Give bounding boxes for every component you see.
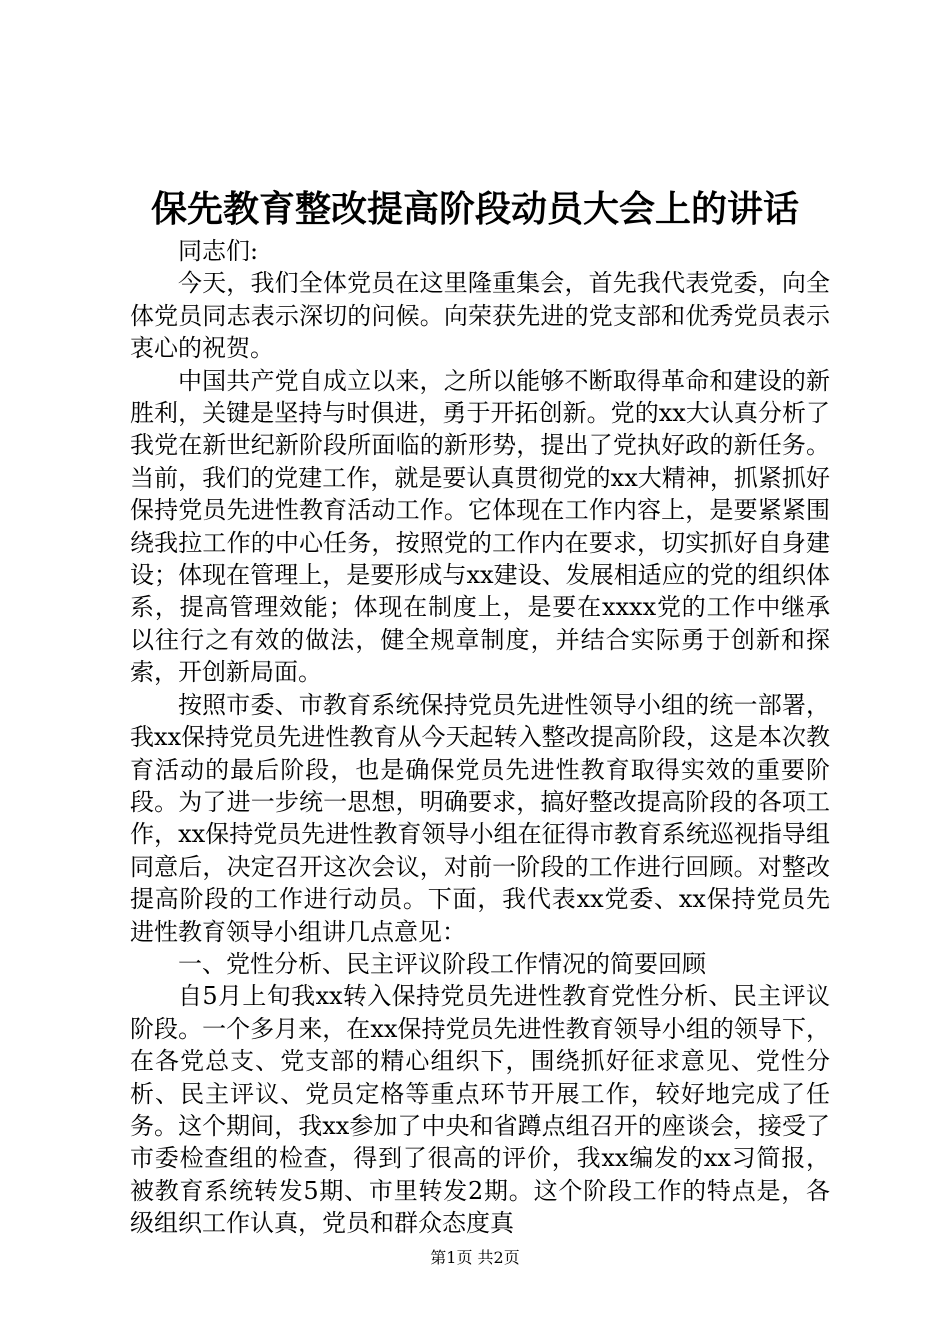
- paragraph: 今天，我们全体党员在这里隆重集会，首先我代表党委，向全体党员同志表示深切的问候。向荣获先进的党支部和优秀党员表示衷心的祝贺。: [130, 269, 830, 363]
- page-number-footer: 第1页 共2页: [430, 1248, 520, 1267]
- document-title: 保先教育整改提高阶段动员大会上的讲话: [150, 188, 799, 230]
- salutation: 同志们:: [178, 237, 259, 265]
- section-heading: 一、党性分析、民主评议阶段工作情况的简要回顾: [178, 949, 706, 978]
- document-body: [130, 235, 830, 1240]
- paragraph: 中国共产党自成立以来，之所以能够不断取得革命和建设的新胜利，关键是坚持与时俱进，勇于开拓创新。党的xx大认真分析了我党在新世纪新阶段所面临的新形势，提出了党执好政的新任务。当前，我们的党建工作，就是要认真贯彻党的xx大精神，抓紧抓好保持党员先进性教育活动工作。它体现在工作内容上，是要紧紧围绕我拉工作的中心任务，按照党的工作内在要求，切实抓好自身建设；体现在管理上，是要形成与xx建设、发展相适应的党的组织体系，提高管理效能；体现在制度上，是要在xxxx党的工作中继承以往行之有效的做法，健全规章制度，并结合实际勇于创新和探索，开创新局面。: [130, 366, 830, 687]
- paragraph: 按照市委、市教育系统保持党员先进性领导小组的统一部署，我xx保持党员先进性教育从今天起转入整改提高阶段，这是本次教育活动的最后阶段，也是确保党员先进性教育取得实效的重要阶段。为了进一步统一思想，明确要求，搞好整改提高阶段的各项工作，xx保持党员先进性教育领导小组在征得市教育系统巡视指导组同意后，决定召开这次会议，对前一阶段的工作进行回顾。对整改提高阶段的工作进行动员。下面，我代表xx党委、xx保持党员先进性教育领导小组讲几点意见：: [130, 690, 830, 946]
- paragraph: 自5月上旬我xx转入保持党员先进性教育党性分析、民主评议阶段。一个多月来，在xx保持党员先进性教育领导小组的领导下，在各党总支、党支部的精心组织下，围绕抓好征求意见、党性分析、民主评议、党员定格等重点环节开展工作，较好地完成了任务。这个期间，我xx参加了中央和省蹲点组召开的座谈会，接受了市委检查组的检查，得到了很高的评价，我xx编发的xx习简报，被教育系统转发5期、市里转发2期。这个阶段工作的特点是，各级组织工作认真，党员和群众态度真: [130, 982, 830, 1238]
